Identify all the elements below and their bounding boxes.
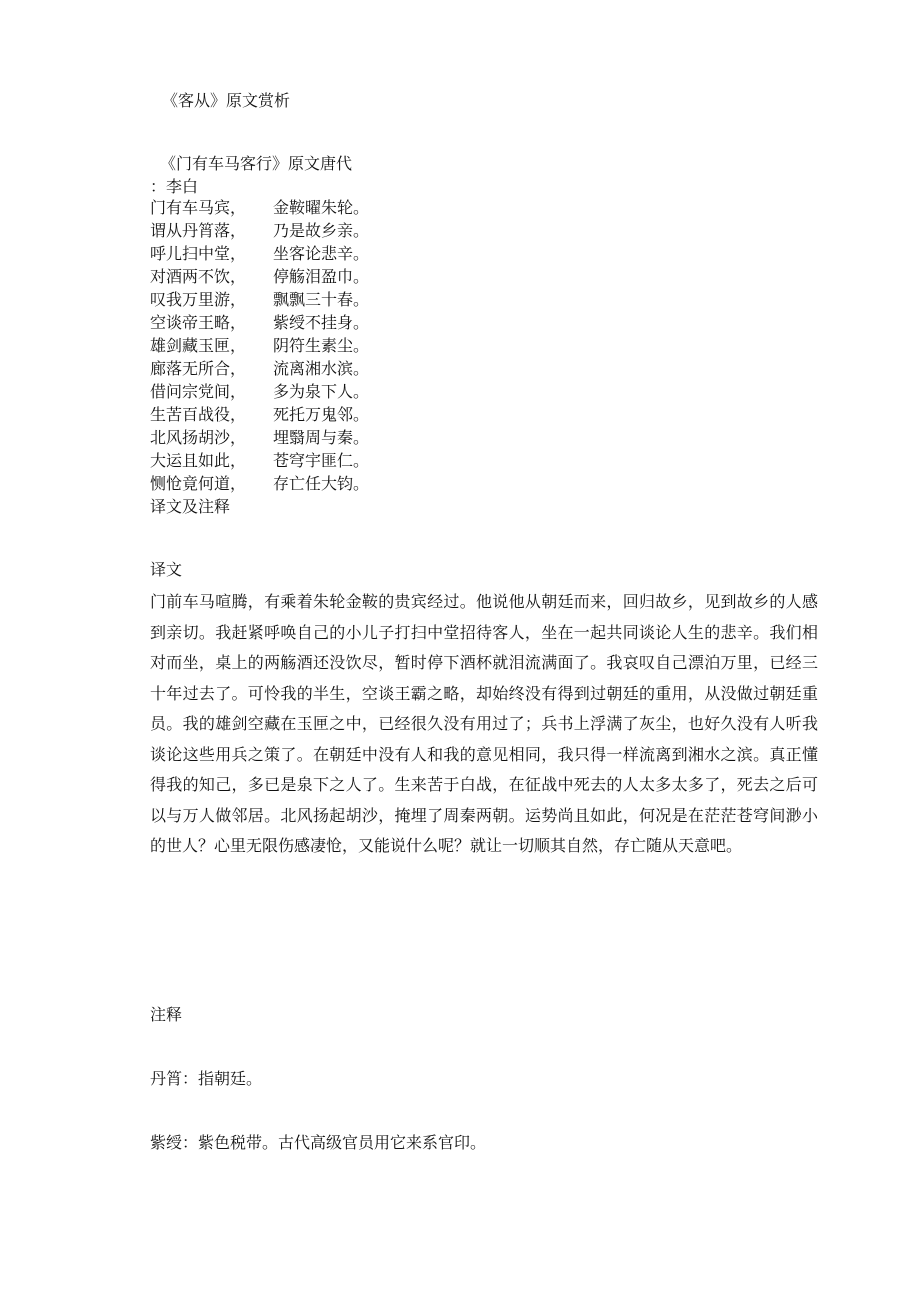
translation-paragraph: 门前车马喧腾，有乘着朱轮金鞍的贵宾经过。他说他从朝廷而来，回归故乡，见到故乡的人感到亲切。我赶紧呼唤自己的小儿子打扫中堂招待客人，坐在一起共同谈论人生的悲辛。我们相对而坐，桌上的两觞酒还没饮尽，暂时停下酒杯就泪流满面了。我哀叹自己漂泊万里，已经三十年过去了。可怜我的半生，空谈王霸之略，却始终没有得到过朝廷的重用，从没做过朝廷重员。我的雄剑空藏在玉匣之中，已经很久没有用过了；兵书上浮满了灰尘，也好久没有人听我谈论这些用兵之策了。在朝廷中没有人和我的意见相同，我只得一样流离到湘水之滨。真正懂得我的知己，多已是泉下之人了。生来苦于白战，在征战中死去的人太多太多了，死去之后可以与万人做邻居。北风扬起胡沙，掩埋了周秦两朝。运势尚且如此，何况是在茫茫苍穹间渺小的世人？心里无限伤感凄怆，又能说什么呢？就让一切顺其自然，存亡随从天意吧。 xyxy=(150,592,818,855)
poem-line xyxy=(150,288,410,311)
poem-line-right: 埋翳周与秦。 xyxy=(273,428,370,447)
poem-line-left: 借问宗党间， xyxy=(150,382,247,401)
translation-section-label xyxy=(150,495,410,518)
poem-line xyxy=(150,242,410,265)
poem-line-left: 北风扬胡沙， xyxy=(150,428,247,447)
section-label-text: 译文及注释 xyxy=(150,497,231,516)
document-title: 《客从》原文赏析 xyxy=(162,91,291,110)
poem-line xyxy=(150,334,410,357)
poem-line-left: 廊落无所合， xyxy=(150,359,247,378)
poem-line-left: 门有车马宾， xyxy=(150,198,247,217)
poem-line-right: 苍穹宇匪仁。 xyxy=(273,451,370,470)
poem-line-right: 金鞍曜朱轮。 xyxy=(273,198,370,217)
notes-heading: 注释 xyxy=(150,1005,183,1024)
note-item: 紫绶：紫色税带。古代高级官员用它来系官印。 xyxy=(150,1133,487,1152)
poem-line-right: 存亡任大钧。 xyxy=(273,474,370,493)
poem-line-right: 多为泉下人。 xyxy=(273,382,370,401)
poem-line xyxy=(150,265,410,288)
translation-body xyxy=(150,587,818,862)
poem-line-left: 恻怆竟何道， xyxy=(150,474,247,493)
poem-line-left: 谓从丹筲落， xyxy=(150,221,247,240)
poem-line xyxy=(150,403,410,426)
poem-line-right: 停觞泪盈巾。 xyxy=(273,267,370,286)
poem-line xyxy=(150,380,410,403)
poem-line-right: 死托万鬼邻。 xyxy=(273,405,370,424)
note-item: 丹筲：指朝廷。 xyxy=(150,1069,263,1088)
poem-line-left: 对酒两不饮， xyxy=(150,267,247,286)
poem-line-right: 飘飘三十春。 xyxy=(273,290,370,309)
poem-line-left: 雄剑藏玉匣， xyxy=(150,336,247,355)
poem-line-right: 阴符生素尘。 xyxy=(273,336,370,355)
poem-author: ：李白 xyxy=(150,177,199,196)
poem-title: 《门有车马客行》原文唐代 xyxy=(160,154,353,173)
poem-line-right: 乃是故乡亲。 xyxy=(273,221,370,240)
poem-line xyxy=(150,311,410,334)
translation-heading: 译文 xyxy=(150,560,183,579)
poem-line-left: 大运且如此， xyxy=(150,451,247,470)
poem-line-left: 叹我万里游， xyxy=(150,290,247,309)
poem-body xyxy=(150,196,410,518)
poem-line-right: 紫绶不挂身。 xyxy=(273,313,370,332)
poem-line xyxy=(150,357,410,380)
poem-line-left: 生苦百战役， xyxy=(150,405,247,424)
poem-line xyxy=(150,449,410,472)
poem-line-left: 空谈帝王略， xyxy=(150,313,247,332)
poem-line xyxy=(150,196,410,219)
poem-line-right: 流离湘水滨。 xyxy=(273,359,370,378)
poem-line-right: 坐客论悲辛。 xyxy=(273,244,370,263)
poem-line-left: 呼儿扫中堂， xyxy=(150,244,247,263)
poem-line xyxy=(150,219,410,242)
poem-line xyxy=(150,426,410,449)
poem-line xyxy=(150,472,410,495)
